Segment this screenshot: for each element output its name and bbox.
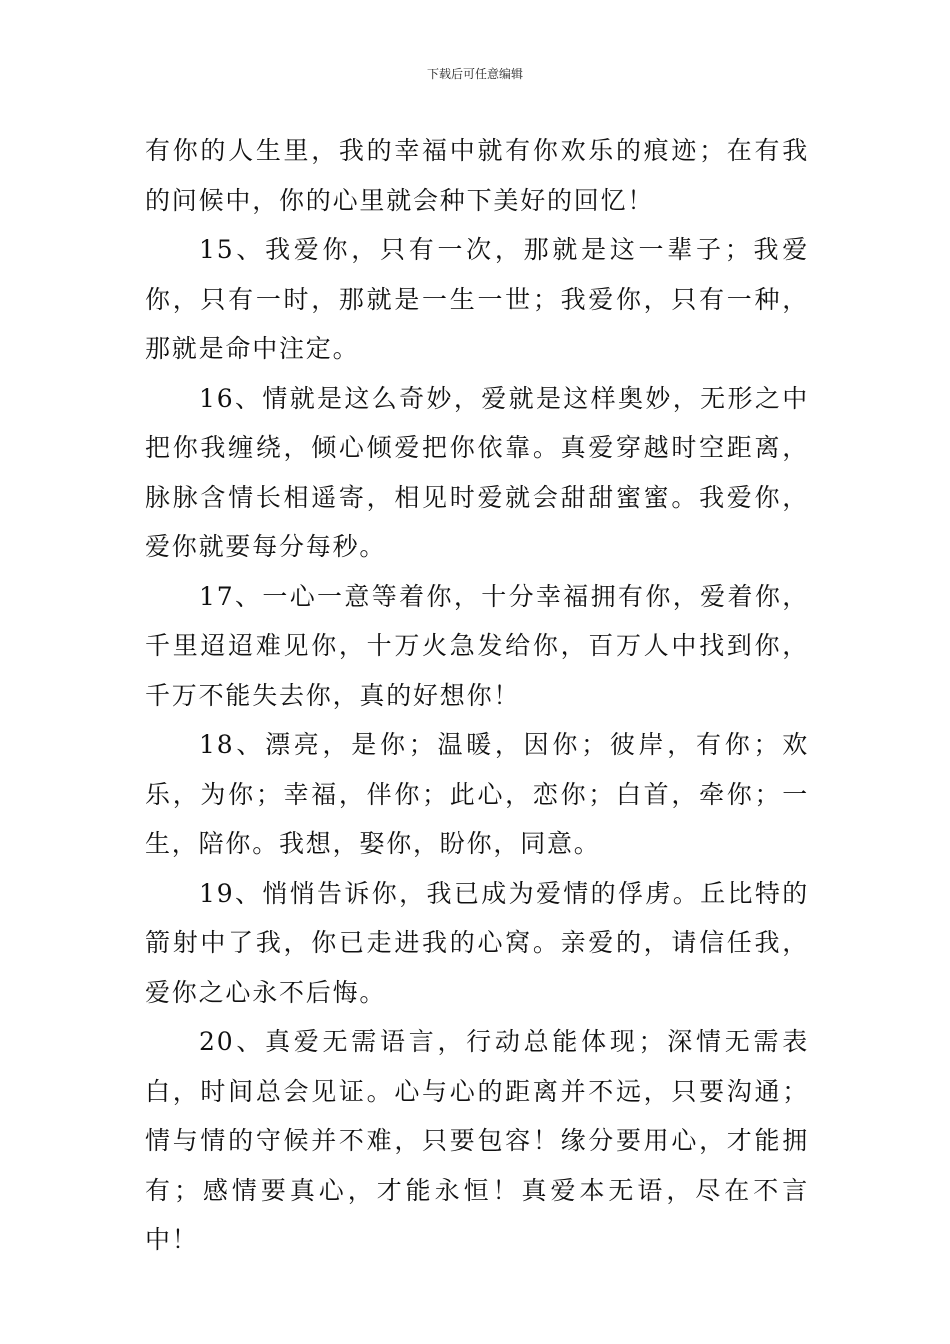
paragraph-16: 16、情就是这么奇妙，爱就是这样奥妙，无形之中把你我缠绕，倾心倾爱把你依靠。真爱穿越时空距离，脉脉含情长相遥寄，相见时爱就会甜甜蜜蜜。我爱你，爱你就要每分每秒。 bbox=[145, 383, 809, 561]
paragraph-18: 18、漂亮，是你；温暖，因你；彼岸，有你；欢乐，为你；幸福，伴你；此心，恋你；白首，牵你；一生，陪你。我想，娶你，盼你，同意。 bbox=[145, 730, 809, 858]
document-body bbox=[145, 126, 809, 1265]
paragraph-17: 17、一心一意等着你，十分幸福拥有你，爱着你，千里迢迢难见你，十万火急发给你，百万人中找到你，千万不能失去你，真的好想你！ bbox=[145, 581, 809, 710]
header-note: 下载后可任意编辑 bbox=[426, 67, 523, 81]
paragraph-15: 15、我爱你，只有一次，那就是这一辈子；我爱你，只有一时，那就是一生一世；我爱你，只有一种，那就是命中注定。 bbox=[145, 235, 809, 363]
paragraph-continuation: 有你的人生里，我的幸福中就有你欢乐的痕迹；在有我的问候中，你的心里就会种下美好的回忆！ bbox=[145, 136, 809, 215]
paragraph-19: 19、悄悄告诉你，我已成为爱情的俘虏。丘比特的箭射中了我，你已走进我的心窝。亲爱的，请信任我，爱你之心永不后悔。 bbox=[145, 878, 809, 1007]
paragraph-20: 20、真爱无需语言，行动总能体现；深情无需表白，时间总会见证。心与心的距离并不远，只要沟通；情与情的守候并不难，只要包容！缘分要用心，才能拥有；感情要真心，才能永恒！真爱本无语，尽在不言中！ bbox=[145, 1027, 809, 1254]
